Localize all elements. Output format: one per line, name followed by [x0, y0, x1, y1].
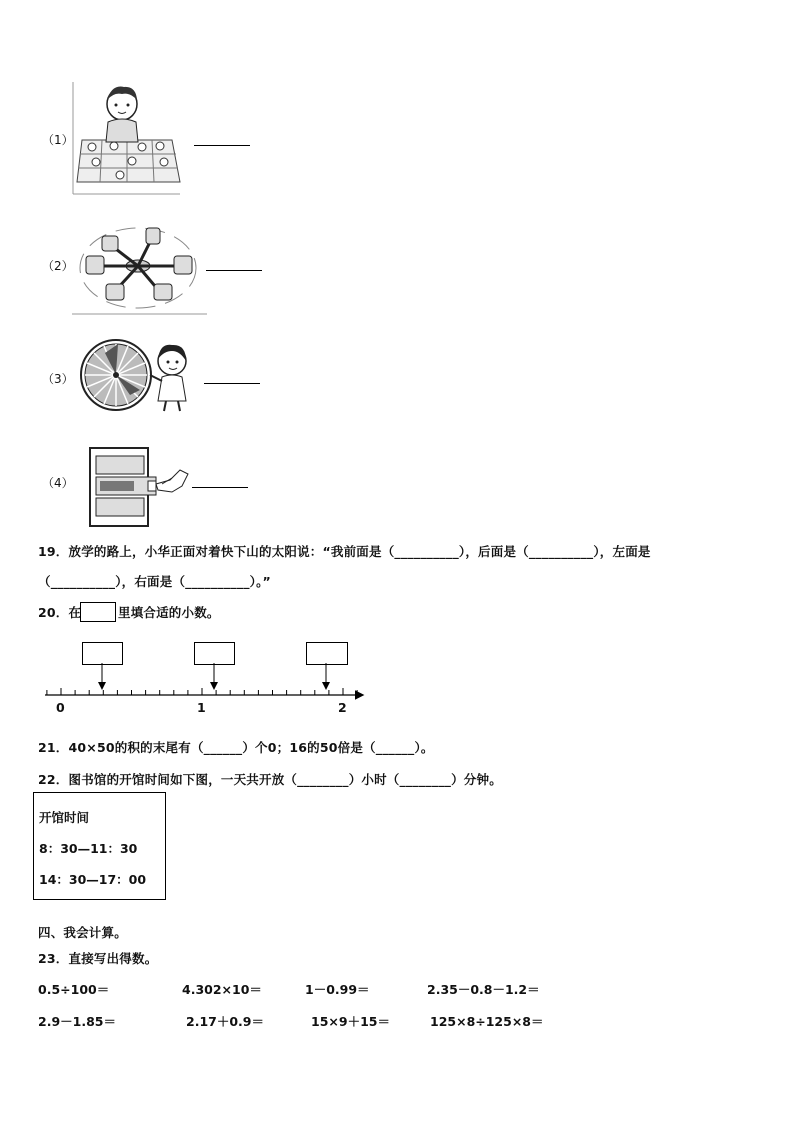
calc-item-4: 2.35－0.8－1.2＝: [427, 982, 540, 997]
question-19-line1: 19．放学的路上，小华正面对着快下山的太阳说：“我前面是（__________），后面是（__________），左面是: [38, 544, 651, 559]
calc-item-7: 15×9＋15＝: [311, 1014, 390, 1029]
answer-line-2[interactable]: [206, 270, 262, 271]
question-20-suffix: 里填合适的小数。: [118, 605, 220, 620]
number-line-tick-label-0: 0: [56, 700, 65, 715]
picture-label-2: （2）: [42, 259, 74, 273]
boy-playing-chess-icon: [72, 82, 182, 197]
calc-item-6: 2.17＋0.9＝: [186, 1014, 264, 1029]
calc-item-5: 2.9－1.85＝: [38, 1014, 116, 1029]
number-line-tick-label-2: 2: [338, 700, 347, 715]
picture-label-3: （3）: [42, 372, 74, 386]
answer-line-1[interactable]: [194, 145, 250, 146]
calc-item-3: 1－0.99＝: [305, 982, 370, 997]
rotating-ride-icon: [72, 218, 207, 315]
opening-hours-box: [33, 792, 166, 900]
opening-hours-slot-2: 14：30—17：00: [39, 872, 147, 887]
question-23: 23．直接写出得数。: [38, 951, 158, 966]
question-20-prefix: 20．在: [38, 605, 82, 620]
picture-label-1: （1）: [42, 133, 74, 147]
opening-hours-title: 开馆时间: [39, 810, 90, 825]
answer-line-4[interactable]: [192, 487, 248, 488]
number-line: [40, 660, 370, 705]
example-answer-box: [80, 602, 116, 622]
girl-with-wheel-icon: [80, 335, 200, 415]
section-4-heading: 四、我会计算。: [38, 925, 127, 940]
calc-item-2: 4.302×10＝: [182, 982, 262, 997]
picture-label-4: （4）: [42, 476, 74, 490]
question-21: 21．40×50的积的末尾有（______）个0；16的50倍是（______）。: [38, 740, 434, 755]
calc-item-8: 125×8÷125×8＝: [430, 1014, 544, 1029]
question-22: 22．图书馆的开馆时间如下图，一天共开放（________）小时（________）分钟。: [38, 772, 502, 787]
drawer-cabinet-icon: [88, 446, 198, 528]
number-line-tick-label-1: 1: [197, 700, 206, 715]
answer-line-3[interactable]: [204, 383, 260, 384]
question-19-line2: （__________），右面是（__________）。”: [38, 574, 271, 589]
opening-hours-slot-1: 8：30—11：30: [39, 841, 138, 856]
calc-item-1: 0.5÷100＝: [38, 982, 110, 997]
